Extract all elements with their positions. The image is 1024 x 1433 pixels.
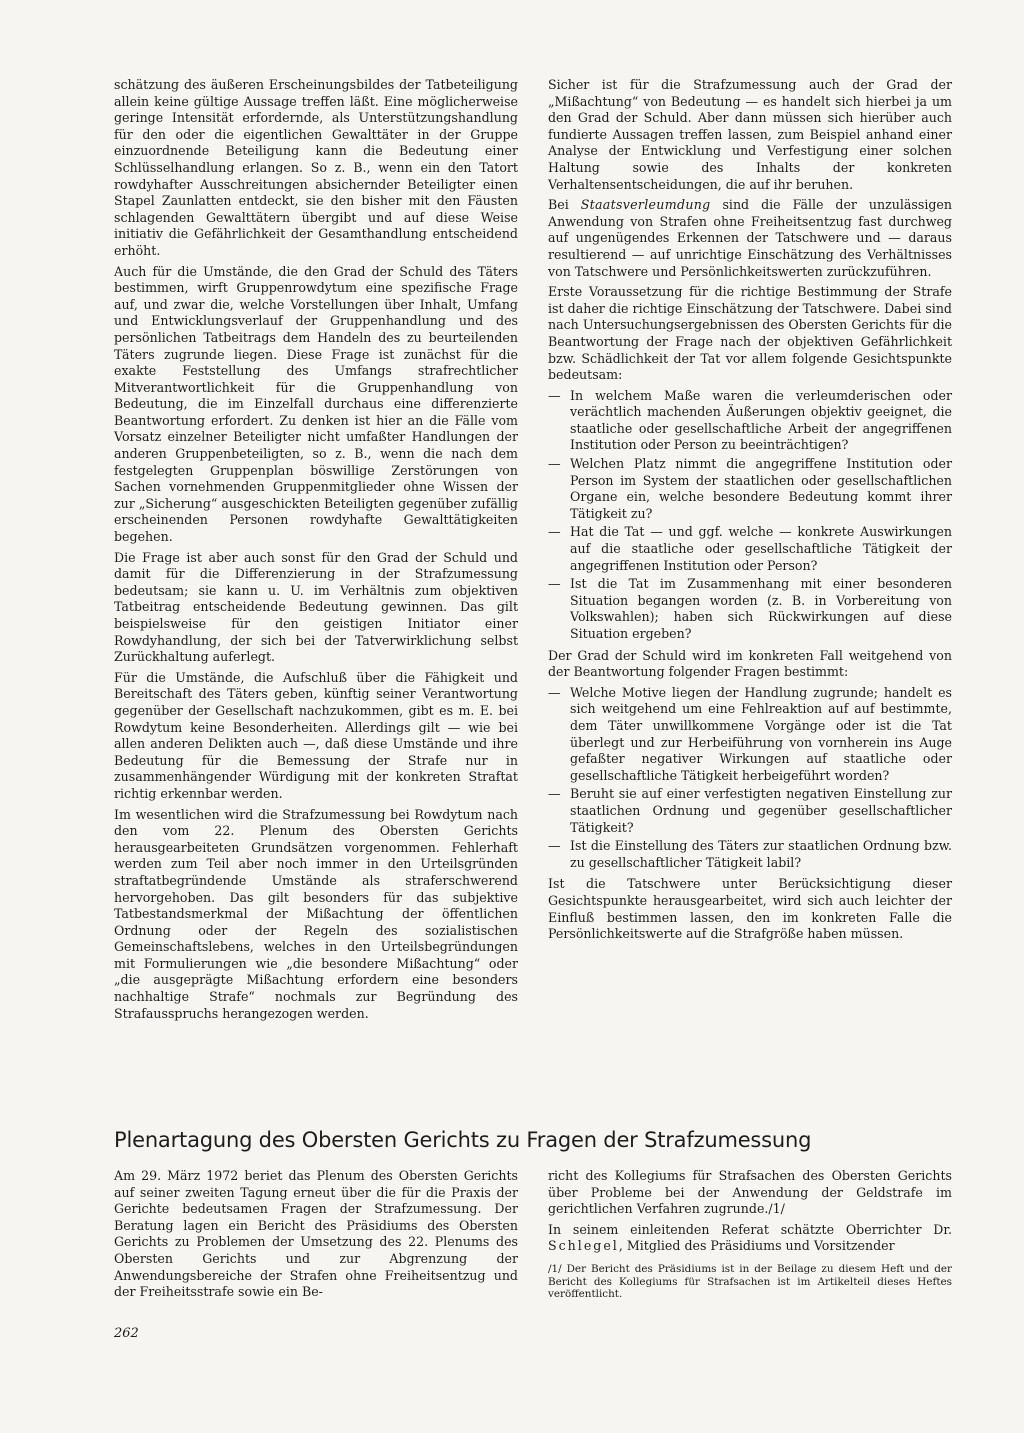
paragraph	[548, 197, 952, 280]
footnote: /1/ Der Bericht des Präsidiums ist in der Beilage zu diesem Heft und der Bericht des Kollegiums für Strafsachen ist im Artikelteil dieses Heftes veröffentlicht.	[548, 1262, 952, 1301]
list-item: — In welchem Maße waren die verleumderischen oder verächtlich machenden Äußerungen objektiv geeignet, die staatliche oder gesellschaftliche Arbeit der angegriffenen Institution oder Person zu beeinträchtigen?	[548, 388, 952, 454]
left-column	[114, 77, 518, 1026]
paragraph: Im wesentlichen wird die Strafzumessung bei Rowdytum nach den vom 22. Plenum des Obersten Gerichts herausgearbeiteten Grundsätzen vorgenommen. Fehlerhaft werden zum Teil aber noch immer in den Urteilsgründen straftatbegründende Umstände als straferschwerend hervorgehoben. Das gilt besonders für das subjektive Tatbestandsmerkmal der Mißachtung der öffentlichen Ordnung oder der Regeln des sozialistischen Gemeinschaftslebens, welches in den Urteilsbegründungen mit Formulierungen wie „die besondere Mißachtung“ oder „die ausgeprägte Mißachtung erfordern eine besonders nachhaltige Strafe“ nochmals zur Begründung des Strafausspruchs herangezogen werden.	[114, 806, 518, 1021]
text-run: , Mitglied des Präsidiums und Vorsitzender	[618, 1238, 895, 1254]
text-run: Bei	[548, 197, 581, 213]
paragraph: Auch für die Umstände, die den Grad der Schuld des Täters bestimmen, wirft Gruppenrowdytum eine spezifische Frage auf, und zwar die, welche Vorstellungen über Inhalt, Umfang und Entwicklungsverlauf der Gruppenhandlung und des persönlichen Tatbeitrags dem Handeln des zu beurteilenden Täters zugrunde liegen. Diese Frage ist zunächst für die exakte Feststellung des Umfangs strafrechtlicher Mitverantwortlichkeit für die Gruppenhandlung von Bedeutung, die im Einzelfall durchaus eine differenzierte Beantwortung erfordert. Zu denken ist hier an die Fälle vom Vorsatz einzelner Beteiligter nicht umfaßter Handlungen der anderen Gruppenbeteiligten, so z. B., wenn die nach dem festgelegten Gruppenplan böswillige Zerstörungen von Sachen vornehmenden Gruppenmitglieder ohne Wissen der zur „Sicherung“ ausgeschickten Beteiligten gegenüber zufällig erscheinenden Personen rowdyhafte Gewalttätigkeiten begehen.	[114, 263, 518, 545]
paragraph: Erste Voraussetzung für die richtige Bestimmung der Strafe ist daher die richtige Einschätzung der Tatschwere. Dabei sind nach Untersuchungsergebnissen des Obersten Gerichts für die Beantwortung der Frage nach der objektiven Gefährlichkeit bzw. Schädlichkeit der Tat vor allem folgende Gesichtspunkte bedeutsam:	[548, 284, 952, 383]
paragraph: richt des Kollegiums für Strafsachen des Obersten Gerichts über Probleme bei der Anwendung der Geldstrafe im gerichtlichen Verfahren zugrunde./1/	[548, 1168, 952, 1217]
right-column	[548, 77, 952, 947]
paragraph	[548, 1222, 952, 1255]
section-heading: Plenartagung des Obersten Gerichts zu Fragen der Strafzumessung	[114, 1128, 812, 1152]
paragraph: schätzung des äußeren Erscheinungsbildes der Tatbeteiligung allein keine gültige Aussage treffen läßt. Eine möglicherweise geringe Intensität erfordernde, als Unterstützungshandlung für den oder die eigentlichen Gewalttäter in der Gruppe einzuordnende Beteiligung kann die Bedeutung einer Schlüsselhandlung erlangen. So z. B., wenn ein den Tatort rowdyhafter Ausschreitungen absichernder Beteiligter einen Stapel Zaunlatten entdeckt, sie den bisher mit den Fäusten schlagenden Gewalttätern übergibt und auf diese Weise initiativ die Gefährlichkeit der Gesamthandlung entscheidend erhöht.	[114, 77, 518, 258]
page-number: 262	[114, 1326, 139, 1341]
criteria-list	[548, 388, 952, 643]
list-item: — Hat die Tat — und ggf. welche — konkrete Auswirkungen auf die staatliche oder gesellschaftliche Tätigkeit der angegriffenen Institution oder Person?	[548, 524, 952, 574]
emphasis: Staatsverleumdung	[580, 197, 711, 213]
spaced-name: Schlegel	[548, 1238, 619, 1254]
list-item: — Beruht sie auf einer verfestigten negativen Einstellung zur staatlichen Ordnung und gegenüber gesellschaftlicher Tätigkeit?	[548, 786, 952, 836]
guilt-questions-list	[548, 685, 952, 872]
list-item: — Ist die Tat im Zusammenhang mit einer besonderen Situation begangen worden (z. B. in Vorbereitung von Volkswahlen); haben sich Rückwirkungen auf diese Situation ergeben?	[548, 576, 952, 642]
list-item: — Ist die Einstellung des Täters zur staatlichen Ordnung bzw. zu gesellschaftlicher Tätigkeit labil?	[548, 838, 952, 871]
text-run: In seinem einleitenden Referat schätzte Oberrichter Dr.	[548, 1221, 952, 1237]
paragraph: Ist die Tatschwere unter Berücksichtigung dieser Gesichtspunkte herausgearbeitet, wird sich auch leichter der Einfluß bestimmen lassen, den im konkreten Falle die Persönlichkeitswerte auf die Strafgröße haben müssen.	[548, 876, 952, 942]
paragraph: Für die Umstände, die Aufschluß über die Fähigkeit und Bereitschaft des Täters geben, künftig seiner Verantwortung gegenüber der Gesellschaft nachzukommen, gibt es m. E. bei Rowdytum keine Besonderheiten. Allerdings gilt — wie bei allen anderen Delikten auch —, daß diese Umstände und ihre Bedeutung für die Bemessung der Strafe nur in zusammenhängender Würdigung mit der konkreten Straftat richtig erkennbar werden.	[114, 669, 518, 801]
paragraph: Sicher ist für die Strafzumessung auch der Grad der „Mißachtung“ von Bedeutung — es handelt sich hierbei ja um den Grad der Schuld. Aber dann müssen sich hierüber auch fundierte Aussagen treffen lassen, zum Beispiel anhand einer Analyse der Entwicklung und Verfestigung einer solchen Haltung sowie des Inhalts der konkreten Verhaltensentscheidungen, die auf ihr beruhen.	[548, 77, 952, 192]
paragraph: Der Grad der Schuld wird im konkreten Fall weitgehend von der Beantwortung folgender Fragen bestimmt:	[548, 647, 952, 680]
list-item: — Welche Motive liegen der Handlung zugrunde; handelt es sich weitgehend um eine Fehlreaktion auf auf bestimmte, dem Täter unwillkommene Vorgänge oder ist die Tat überlegt und zur Herbeiführung von vornherein ins Auge gefaßter negativer Wirkungen auf staatliche oder gesellschaftliche Tätigkeit herbeigeführt worden?	[548, 685, 952, 785]
section-left-column	[114, 1168, 518, 1305]
section-right-column	[548, 1168, 952, 1301]
paragraph: Am 29. März 1972 beriet das Plenum des Obersten Gerichts auf seiner zweiten Tagung erneut über die für die Praxis der Gerichte bedeutsamen Fragen der Strafzumessung. Der Beratung lagen ein Bericht des Präsidiums des Obersten Gerichts zu Problemen der Umsetzung des 22. Plenums des Obersten Gerichts und zur Abgrenzung der Anwendungsbereiche der Strafen ohne Freiheitsentzug und der Freiheitsstrafe sowie ein Be-	[114, 1168, 518, 1300]
text-run: sind die Fälle der unzulässigen Anwendung von Strafen ohne Freiheitsentzug fast durchweg auf ungenügendes Erkennen der Tatschwere und — daraus resultierend — auf unrichtige Einschätzung des Verhältnisses von Tatschwere und Persönlichkeitswerten zurückzuführen.	[548, 197, 952, 279]
list-item: — Welchen Platz nimmt die angegriffene Institution oder Person im System der staatlichen oder gesellschaftlichen Organe ein, welche besondere Bedeutung kommt ihrer Tätigkeit zu?	[548, 456, 952, 522]
paragraph: Die Frage ist aber auch sonst für den Grad der Schuld und damit für die Differenzierung in der Strafzumessung bedeutsam; sie kann u. U. im Verhältnis zum objektiven Tatbeitrag entscheidende Bedeutung gewinnen. Das gilt beispielsweise für den geistigen Initiator einer Rowdyhandlung, der sich bei der Tatverwirklichung selbst Zurückhaltung auferlegt.	[114, 549, 518, 665]
